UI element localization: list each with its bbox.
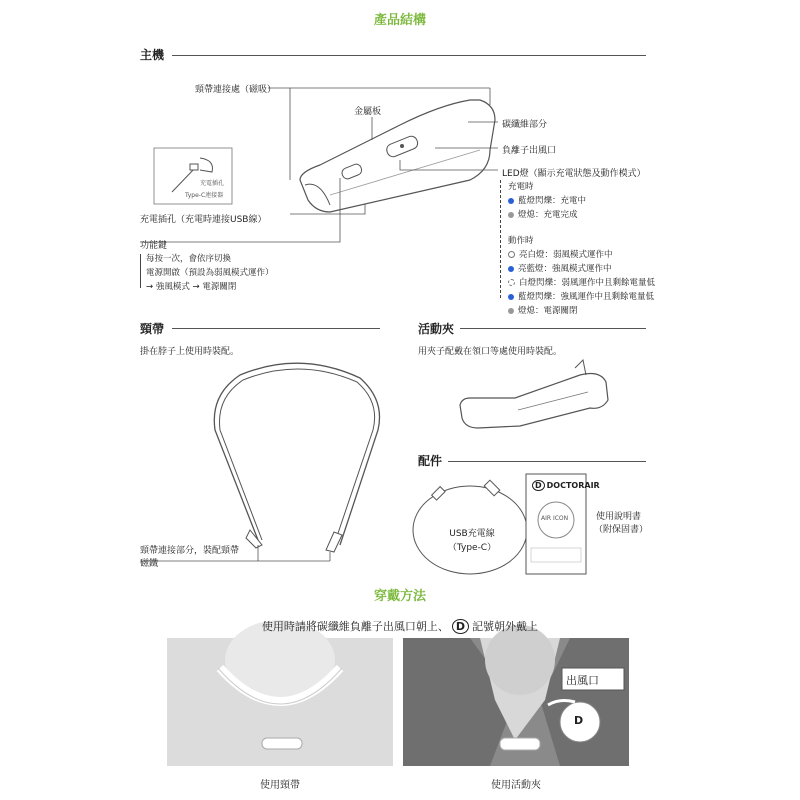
manual-product: AIR ICON	[541, 515, 569, 522]
legend-item	[508, 262, 655, 276]
led-legend	[508, 180, 655, 318]
legend-item	[508, 276, 655, 290]
legend-text: 藍燈閃爍：充電中	[518, 196, 587, 206]
function-description	[146, 252, 274, 294]
metal-plate-label: 金屬板	[354, 107, 382, 117]
carbon-part-label: 碳纖維部分	[502, 120, 548, 130]
band-connector-label: 頸帶連接處（磁吸）	[195, 85, 277, 95]
legend-text: 白燈閃爍：弱風運作中且剩餘電量低	[519, 278, 656, 288]
instruction-text: 使用時請將碳纖維負離子出風口朝上、	[261, 620, 449, 633]
outlet-callout: 出風口	[566, 674, 599, 687]
manual-brand	[532, 481, 600, 490]
operating-title: 動作時	[508, 236, 534, 246]
caption-clip: 使用活動夾	[491, 780, 541, 791]
legend-item	[508, 194, 655, 208]
legend-item	[508, 290, 655, 304]
legend-item	[508, 304, 655, 318]
legend-item	[508, 248, 655, 262]
inset-typec-label: Type-C連接器	[185, 192, 224, 199]
cable-label-type: （Type-C）	[447, 543, 497, 553]
section-clip: 活動夾	[418, 322, 455, 336]
wearing-instruction	[0, 618, 800, 634]
blue-dot-icon	[508, 198, 514, 204]
manual-label: 使用說明書	[596, 512, 642, 522]
section-accessories: 配件	[418, 454, 443, 468]
manual-brand-text: DOCTORAIR	[546, 481, 600, 490]
manual-label-warranty: （附保固書）	[594, 525, 649, 535]
function-desc-line: 電源開啟（預設為弱風模式運作）	[146, 268, 274, 278]
cable-label: USB充電線	[449, 529, 495, 539]
legend-text: 燈熄：充電完成	[518, 210, 578, 220]
function-desc-line: → 強風模式 → 電源關閉	[146, 282, 237, 292]
function-desc-line: 每按一次，會依序切換	[146, 254, 232, 264]
gray-dot-icon	[508, 308, 514, 314]
clip-desc: 用夾子配戴在領口等處使用時裝配。	[418, 347, 563, 357]
neckband-connector-label: 頸帶連接部分，裝配頸帶	[140, 546, 240, 556]
wearing-title: 穿戴方法	[373, 589, 426, 604]
function-key-label: 功能鍵	[140, 241, 168, 251]
neckband-magnet-label: 磁鐵	[140, 559, 159, 569]
instruction-text: 記號朝外戴上	[472, 620, 539, 633]
caption-neckband: 使用頸帶	[260, 780, 300, 791]
charging-port-label: 充電插孔（充電時連接USB線）	[140, 215, 267, 225]
section-main-unit: 主機	[140, 48, 165, 62]
inset-port-label: 充電插孔	[200, 180, 225, 187]
led-bracket	[500, 180, 501, 298]
legend-text: 亮白燈：弱風模式運作中	[519, 250, 613, 260]
section-neckband: 頸帶	[140, 322, 165, 336]
logo-mark-icon: D	[574, 714, 584, 727]
legend-text: 藍燈閃爍：強風運作中且剩餘電量低	[518, 292, 655, 302]
structure-title: 產品結構	[373, 13, 426, 28]
blue-dot-icon	[508, 266, 514, 272]
legend-item	[508, 208, 655, 222]
charging-title: 充電時	[508, 182, 534, 192]
doctorair-logo-icon: D	[452, 619, 469, 634]
neckband-desc: 掛在脖子上使用時裝配。	[140, 347, 240, 357]
ion-outlet-label: 負離子出風口	[502, 146, 557, 156]
gray-dot-icon	[508, 212, 514, 218]
led-label: LED燈（顯示充電狀態及動作模式）	[502, 169, 646, 179]
blue-dot-icon	[508, 294, 514, 300]
legend-text: 燈熄：電源關閉	[518, 306, 578, 316]
doctorair-logo-icon: D	[532, 480, 545, 491]
legend-text: 亮藍燈：強風模式運作中	[518, 264, 612, 274]
white-flash-dot-icon	[508, 279, 515, 286]
white-dot-icon	[508, 251, 515, 258]
bracket	[140, 254, 141, 288]
